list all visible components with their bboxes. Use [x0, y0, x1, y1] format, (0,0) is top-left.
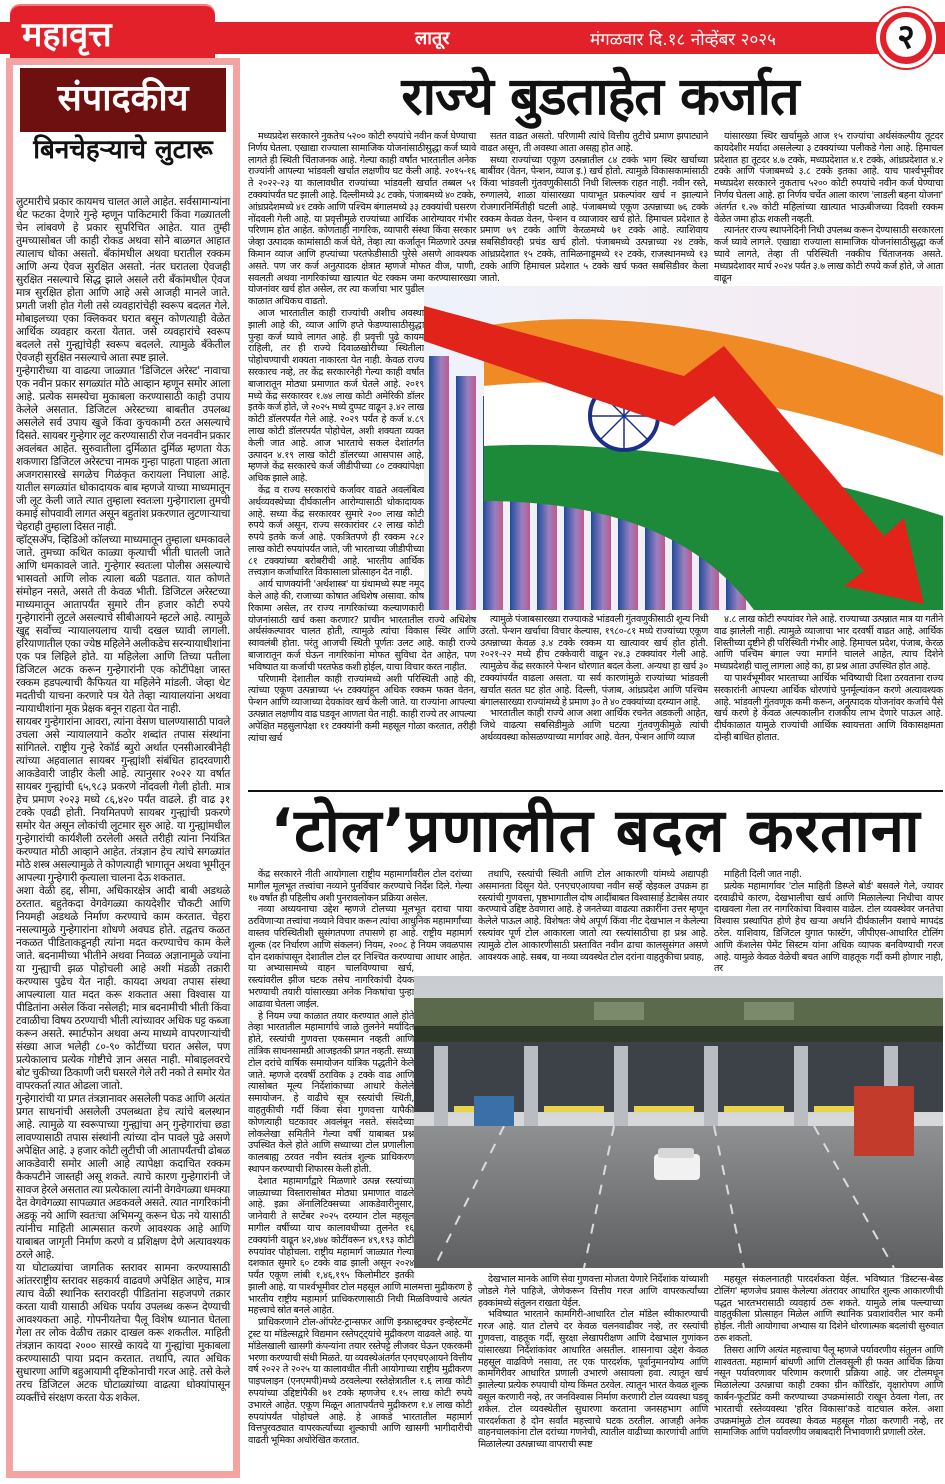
paragraph: भविष्यात भारताने कामगिरी-आधारित टोल मॉडेल स्वीकारण्याची गरज आहे. यात टोलचे दर केवळ चलनवाढीवर नव्हे, तर रस्त्यांची गुणवत्ता, वाहतूक गर्दी, सुरक्षा लेखापरीक्षण आणि देखभाल गुणांकन यांसारख्या निर्देशांकांवर आधारित असतील. शासनाचा उद्देश केवळ महसूल वाढविणे नसावा, तर एक पारदर्शक, पूर्वानुमानयोग्य आणि कामगिरीवर आधारित प्रणाली उभारणे असायला हवा. त्यातून खर्च झालेल्या प्रत्येक रुपयाची योग्य किंमत ठरवेल. त्यातून भारत केवळ शुल्क वसूल करणारी नव्हे, तर जनविश्वास निर्माण करणारी टोल व्यवस्था घडवू शकेल. टोल व्यवस्थेतील सुधारणा करताना जनसहभाग आणि पारदर्शकता हे दोन सर्वांत महत्त्वाचे घटक ठरतील. आजही अनेक वाहनचालकांना टोल दरांच्या गणनेची, त्यातील वाढीच्या कारणांची आणि मिळालेल्या उत्पन्नाच्या वापराची स्पष्ट [478, 1309, 708, 1451]
paragraph: केंद्र सरकारने नीती आयोगाला राष्ट्रीय महामार्गांवरील टोल दरांच्या मागील मूलभूत तत्त्वांचा नव्याने पुनर्विचार करण्याचे निर्देश दिले. गेल्या १७ वर्षांत ही पहिलीच अशी पुनरावलोकन प्रक्रिया असेल. [248, 869, 472, 904]
editorial-title: बिनचेहर्‍याचे लुटारू [33, 135, 213, 165]
paragraph: सायबर गुन्हेगारांना आवरा, त्यांना वेसण घालण्यासाठी पावले उचला असे न्यायालयाने कठोर शब्दांत तपास संस्थांना सांगितले. राष्ट्रीय गुन्हे रेकॉर्ड ब्युरो अर्थात एनसीआरबीनेही त्यांच्या अहवालात सायबर गुन्ह्यांशी संबंधित हादरवणारी आकडेवारी जाहीर केली आहे. त्यानुसार २०२२ या वर्षात सायबर गुन्ह्यांची ६५,९८३ प्रकरणे नोंदवली गेली होती. मात्र हेच प्रमाण २०२३ मध्ये ८६,४२० पर्यंत वाढले. ही वाढ ३१ टक्के एवढी होती. नियमितपणे सायबर गुन्ह्यांची प्रकरणे समोर येत असून लोकांची लुटमार सुरु आहे. या गुन्ह्यांमधील गुन्हेगारांची कार्यशैली ठरलेली असते तरीही त्यांना नियंत्रित करण्यात मोठी आव्हाने आहेत. तंत्रज्ञान हेच त्यांचे सगळ्यांत मोठे शस्त्र असल्यामुळे ते कोणत्याही भागातून अथवा भूमीतून आपल्या गुन्हेगारी कृत्याला चालना देऊ शकतात. [16, 716, 230, 884]
paragraph: गुन्हेगारीच्या या वाढत्या जाळ्यात 'डिजिटल अरेस्ट' नावाचा एक नवीन प्रकार सगळ्यांत मोठे आव्हान म्हणून समोर आला आहे. प्रत्येक समस्येचा मुकाबला करण्यासाठी काही उपाय केलेले असतात. डिजिटल अरेस्टच्या बाबतीत उपलब्ध असलेले सर्व उपाय खुजे किंवा कुचकामी ठरत असल्याचे दिसते. सायबर गुन्हेगार लूट करण्यासाठी रोज नवनवीन प्रकार अवलंबत आहेत. सुरुवातीला दुर्मिळात दुर्मिळ म्हणता येऊ शकणारा डिजिटल अरेस्टचा नामक गुन्हा पाहता पाहता आता अजगरासारखे सगळेच गिळंकृत करायला निघाला आहे. यातील सगळ्यांत धोकादायक बाब म्हणजे याच्या माध्यमातून जी लूट केली जाते त्यात तुम्हाला स्वतःला गुन्हेगाराला तुमची कमाई सोपवावी लागत असून बहुतांश प्रकरणात लुटणार्‍याचा चेहराही तुम्हाला दिसत नाही. [16, 365, 230, 533]
paragraph: महसूल संकलनातही पारदर्शकता येईल. भविष्यात 'डिस्टन्स-बेस्ड टोलिंग' म्हणजेच प्रवास केलेल्या अंतरावर आधारित शुल्क आकारणीची पद्धत भारतभरासाठी व्यवहार्य ठरू शकते. यामुळे लांब पल्ल्याच्या वाहतुकीला प्रोत्साहन मिळेल आणि स्थानिक प्रवाशांवरील भार कमी होईल. नीती आयोगाचा अभ्यास या दिशेने धोरणात्मक बदलांची सुरुवात ठरू शकतो. [714, 1274, 943, 1344]
paragraph: परिणामी देशातील काही राज्यांमध्ये अशी परिस्थिती आहे की, त्यांच्या एकूण उत्पन्नाच्या ५५ टक्क्यांहून अधिक रक्कम फक्त वेतन, पेन्शन आणि व्याजाच्या देयकांवर खर्च केली जाते. या राज्यांना आपल्या उत्पन्नात लक्षणीय वाढ घडवून आणता येत नाही. काही राज्ये तर आपल्या अपेक्षित महसुलापेक्षा ११ टक्क्यांनी कमी महसूल गोळा करतात, तरीही त्यांचा खर्च [248, 673, 476, 744]
paragraph: सतत वाढत असतो. परिणामी त्यांचे वित्तीय तुटीचे प्रमाण झपाट्याने वाढत असून, ती अवस्था आता असह्य होत आहे. [480, 131, 708, 154]
edition-city: लातूर [415, 28, 450, 49]
paragraph: माहिती दिली जात नाही. [724, 869, 802, 880]
paragraph: व्हॉट्सअ‍ॅप, व्हिडिओ कॉलच्या माध्यमातून तुम्हाला धमकावले जाते. तुमच्या कथित काळ्या कृत्याची भीती घातली जाते आणि धमकावले जाते. गुन्हेगार स्वतःला पोलीस असल्याचे भासवतो आणि लोक त्याला बळी पडतात. यात कोणते संमोहन नसते, असते ती केवळ भीती. डिजिटल अरेस्टच्या माध्यमातून आतापर्यंत सुमारे तीन हजार कोटी रुपये गुन्हेगारांनी लुटले असल्याचे सीबीआयने म्हटले आहे. त्यामुळे खुद्द सर्वोच्च न्यायालयलाच याची दखल घ्यावी लागली. हरियाणातील एका ज्येष्ठ महिलेने अलीकडेच सरन्यायाधीशांना एक पत्र लिहिले होते. या महिलेला आणि तिच्या पतीला डिजिटल अटक करून गुन्हेगारांनी एक कोटींपेक्षा जास्त रक्कम हडपल्याची कैफियत या महिलेने मांडली. जेव्हा थेट मदतीची याचना करणारे पत्र येते तेव्हा न्यायालयांना अथवा न्यायाधीशांना मूक प्रेक्षक बनून राहता येत नाही. [16, 534, 230, 715]
paragraph: या पार्श्वभूमीवर भारताच्या आर्थिक भविष्याची दिशा ठरवताना राज्य सरकारांनी आपल्या आर्थिक धोरणांचे पुनर्मूल्यांकन करणे अत्यावश्यक आहे. भांडवली गुंतवणूक कमी करून, अनुत्पादक योजनांवर कर्जाचे पैसे खर्च करणे हे केवळ अल्पकालीन राजकीय लाभ देणारे पाऊल आहे. दीर्घकाळात यामुळे राज्यांची आर्थिक स्वायत्तता आणि विकासक्षमता दोन्ही बाधित होतात. [714, 672, 943, 743]
page-number: २ [886, 17, 926, 57]
paragraph: त्यामुळे पंजाबसारख्या राज्याकडे भांडवली गुंतवणुकीसाठी शून्य निधी उरतो. पेन्शन खर्चाचा विचार केल्यास, १९८०-८१ मध्ये राज्यांच्या एकूण उत्पन्नाच्या केवळ ३.४ टक्के रक्कम या खात्यावर खर्च होत होती. २०२१-२२ मध्ये हीच टक्केवारी वाढून २४.३ टक्क्यांवर गेली आहे. त्यामुळेच केंद्र सरकारने पेन्शन धोरणात बदल केला. अन्यथा हा खर्च ३० टक्क्यांपर्यंत वाढला असता. या सर्व कारणांमुळे राज्यांच्या भांडवली खर्चात सतत घट होत आहे. दिल्ली, पंजाब, आंध्रप्रदेश आणि पश्चिम बंगालसारख्या राज्यांमध्ये हे प्रमाण ३० ते ४० टक्क्यांच्या दरम्यान आहे. [480, 614, 708, 708]
paragraph: यांसारख्या स्थिर खर्चामुळे आज १५ राज्यांचा अर्थसंकल्पीय तूटदर कायदेशीर मर्यादा असलेल्या ३ टक्क्यांच्या पलीकडे गेला आहे. हिमाचल प्रदेशात हा तूटदर ४.७ टक्के, मध्यप्रदेशात ४.१ टक्के, आंध्रप्रदेशात ४.२ टक्के आणि पंजाबमध्ये ३.८ टक्के इतका आहे. याच पार्श्वभूमीवर मध्यप्रदेश सरकारने नुकताच ५२०० कोटी रुपयांचे नवीन कर्ज घेण्याचा निर्णय घेतला आहे. हा निर्णय चर्चेत आला कारण 'लाडली बहना योजना' अंतर्गत १.२७ कोटी महिलांच्या खात्यात भाऊबीजच्या दिवशी रक्कम वेळेत जमा होऊ शकली नव्हती. [714, 131, 943, 225]
paragraph: आज भारतातील काही राज्यांची अशीच अवस्था झाली आहे की, व्याज आणि हप्ते फेडण्यासाठीसुद्धा पुन्हा कर्ज घ्यावे लागत आहे. ही प्रवृत्ती पुढे कायम राहिली, तर ही राज्ये दिवाळखोरीच्या स्थितीला पोहोचण्याची शक्यता नाकारता येत नाही. केवळ राज्य सरकारच नव्हे, तर केंद्र सरकारनेही गेल्या काही वर्षांत बाजारातून मोठ्या प्रमाणात कर्ज घेतले आहे. २०१९ मध्ये केंद्र सरकारवर १.७४ लाख कोटी अमेरिकी डॉलर इतके कर्ज होते, जे २०२५ मध्ये दुप्पट वाढून ३.४२ लाख कोटी डॉलरपर्यंत गेले आहे. २०२९ पर्यंत हे कर्ज ४.८९ लाख कोटी डॉलरपर्यंत पोहोचेल, अशी शक्यता व्यक्त केली जात आहे. आज भारताचे सकल देशांतर्गत उत्पादन ४.१९ लाख कोटी डॉलरच्या आसपास आहे, म्हणजे केंद्र सरकारचे कर्ज जीडीपीच्या ८० टक्क्यांपेक्षा अधिक झाले आहे. [248, 307, 424, 485]
editorial-section-label: संपादकीय [20, 68, 226, 132]
paragraph: अशा वेळी हद्द, सीमा, अधिकारक्षेत्र आदी बाबी अडथळे ठरतात. बहुतेकदा वेगवेगळ्या कायदेशीर चौकटी आणि नियमही अडथळे निर्माण करण्याचे काम करतात. चेहरा नसल्यामुळे गुन्हेगारांना शोधणे अवघड होते. तद्वतच कळत नकळत पीडिताकडूनही त्यांना मदत करण्याचेच काम केले जाते. बदनामीच्या भीतीने अथवा निव्वळ अज्ञानामुळे ज्यांना या गुन्ह्याची झळ पोहोचली आहे अशी मंडळी तक्रारी करण्यास पुढेच येत नाही. कायदा अथवा तपास संस्था आपल्याला यात मदत करू शकतात असा विश्वास या पीडितांना असेल किंवा नसेलही; मात्र बदनामीची भीती किंवा टवाळीचा विषय ठरण्याची भीती त्यांच्यावर अधिक घट्ट कब्जा करून असते. स्मार्टफोन अथवा अन्य माध्यमे वापरणार्‍यांची संख्या आज भलेही ८०-९० कोटींच्या घरात असेल, पण प्रत्येकालाच प्रत्येक गोष्टीचे ज्ञान असत नाही. मोबाइलवरचे बोट चुकीच्या ठिकाणी जरी घसरले गेले तरी नको ते समोर येत वापरकर्ता त्यात ओढला जातो. [16, 885, 230, 1092]
paragraph: तिसरा आणि अत्यंत महत्त्वाचा पैलू म्हणजे पर्यावरणीय संतुलन आणि शाश्वतता. महामार्ग बांधणी आणि टोलवसुली ही फक्त आर्थिक क्रिया नसून पर्यावरणावर परिणाम करणारी प्रक्रिया आहे. जर टोलमधून मिळालेल्या उत्पन्नाचा काही टक्का ग्रीन कॉरिडॉर, वृक्षारोपण आणि कार्बन-फूटप्रिंट कमी करण्याच्या उपक्रमांसाठी राखून ठेवला गेला, तर भारताची रस्तेव्यवस्था 'हरित विकासा'कडे वाटचाल करेल. अशा उपक्रमांमुळे टोल व्यवस्था केवळ महसूल गोळा करणारी नव्हे, तर सामाजिक आणि पर्यावरणीय जबाबदारी निभावणारी प्रणाली ठरेल. [714, 1344, 943, 1439]
article-column [478, 869, 708, 963]
paragraph: प्राधिकरणाने टोल-ऑपरेट-ट्रान्सफर आणि इन्फ्रास्ट्रक्चर इन्व्हेस्टमेंट ट्रस्ट या मॉडेल्सद्वारे विद्यमान रस्तेपट्ट्यांचे मुद्रीकरण वाढवले आहे. या मॉडेलखाली खासगी कंपन्यांना तयार रस्तेपट्टे लीजवर घेऊन एकरकमी भरणा करण्याची संधी मिळते. या व्यवस्थेअंतर्गत एनएचएआयने वित्तीय वर्ष २०२२ ते २०२५ या कालावधीत नीती आयोगाच्या राष्ट्रीय मुद्रीकरण पाइपलाइन (एनएमपी)मध्ये ठरवलेल्या रस्तेक्षेत्रातील १.६ लाख कोटी रुपयांच्या उद्दिष्टांपैकी ७१ टक्के म्हणजेच १.१५ लाख कोटी रुपये उभारले आहेत. एकूण मिळून आतापर्यंतचे मुद्रीकरण १.४ लाख कोटी रुपयांपर्यंत पोहोचले आहे. हे आकडे भारतातील महामार्ग वित्तपुरवठ्यात वापरकर्त्यांच्या शुल्काची आणि खासगी भागीदारीची वाढती भूमिका अधोरेखित करतात. [248, 1317, 472, 1447]
paragraph: देखभाल मानके आणि सेवा गुणवत्ता मोजता येणारे निर्देशांक यांच्याशी जोडले गेले पाहिजे, जेणेकरून वित्तीय गरज आणि वापरकर्त्यांच्या हक्कांमध्ये संतुलन राखता येईल. [478, 1274, 708, 1309]
toll-plaza-photo [414, 976, 943, 1268]
article-column [714, 131, 943, 284]
article-column [714, 1274, 943, 1439]
article-column [714, 614, 943, 744]
paragraph: हे नियम ज्या काळात तयार करण्यात आले होते तेव्हा भारतातील महामार्गांचे जाळे तुलनेने मर्यादित होते, रस्त्यांची गुणवत्ता एकसमान नव्हती आणि तांत्रिक साधनसामग्री आजइतकी प्रगत नव्हती. सध्या टोल दरांचे वार्षिक समायोजन यांत्रिक पद्धतीने केले जाते. म्हणजे दरवर्षी ठराविक ३ टक्के वाढ आणि त्यासोबत मूल्य निर्देशांकाच्या आधारे केलेले समायोजन. हे वाढीचे सूत्र रस्त्यांची स्थिती, वाहतुकीची गर्दी किंवा सेवा गुणवत्ता यापैकी कोणत्याही घटकावर अवलंबून नसते. संसदेच्या लोकलेखा समितीने गेल्या वर्षी याबाबत प्रश्न उपस्थित केले होते आणि सध्याच्या टोल प्रणालीला कालबाह्य ठरवत नवीन स्वतंत्र शुल्क प्राधिकरण स्थापन करण्याची शिफारस केली होती. [248, 1010, 414, 1175]
section-divider [248, 790, 943, 792]
debt-illustration-image [424, 286, 943, 610]
paragraph: त्यानंतर राज्य स्थापनेदिनी निधी उपलब्ध करून देण्यासाठी सरकारला कर्ज घ्यावे लागले. एखाद्या राज्याला सामाजिक योजनांसाठीसुद्धा कर्ज घ्यावे लागते, तेव्हा ती परिस्थिती नक्कीच चिंताजनक असते. मध्यप्रदेशावर मार्च २०२४ पर्यंत ३.७ लाख कोटी रुपये कर्ज होते, जे आता वाढून [714, 225, 943, 284]
masthead-bar [0, 22, 945, 54]
article-column [480, 131, 708, 284]
paragraph: गुन्हेगारांची या प्रगत तंत्रज्ञानावर असलेली पकड आणि अत्यंत प्रगत साधनांची असलेली उपलब्धता हेच त्यांचे बलस्थान आहे. त्यामुळे या स्वरूपाच्या गुन्ह्यांचा अन् गुन्हेगारांचा छडा लावण्यासाठी तपास संस्थांनी त्यांच्या दोन पावले पुढे असणे अपेक्षित आहे. ३ हजार कोटी लुटीची जी आतापर्यंतची ढोबळ आकडेवारी समोर आली आहे त्यापेक्षा कदाचित रक्कम कैकपटीने जास्तही असू शकते. त्याचे कारण गुन्हेगारांनी जे सावज हेरले असतात त्या प्रत्येकाला त्यांनी वेगवेगळ्या धमक्या देत वेगवेगळ्या सापळ्यात अडकवले असते. त्यात नागरिकांनी अडकू नये आणि स्वतःचा अभिमन्यू करून घेऊ नये यासाठी त्यांनीच माहिती आत्मसात करणे आवश्यक आहे आणि याबाबत जागृती निर्माण करणे व प्रशिक्षण देणे अत्यावश्यक ठरले आहे. [16, 1093, 230, 1261]
paragraph: प्रत्येक महामार्गावर 'टोल माहिती डिस्प्ले बोर्ड' बसवले गेले, ज्यावर दरवाढीचे कारण, देखभालीचा खर्च आणि मिळालेल्या निधीचा वापर दाखवला गेला तर नागरिकांचा विश्वास वाढेल. टोल व्यवस्थेवर जनतेचा विश्वास प्रस्थापित होणे हेच खर्‍या अर्थाने दीर्घकालीन यशाचे मापदंड ठरेल. याशिवाय, डिजिटल युगात फास्टॅग, जीपीएस-आधारित टोलिंग आणि कॅशलेस पेमेंट सिस्टम यांना अधिक व्यापक बनविण्याची गरज आहे. यामुळे केवळ वेळेची बचत आणि वाहतूक गर्दी कमी होणार नाही, तर [714, 880, 943, 975]
truck [854, 1086, 914, 1156]
paragraph: केंद्र व राज्य सरकारांचे कर्जावर वाढते अवलंबित्व अर्थव्यवस्थेच्या दीर्घकालीन आरोग्यासाठी धोकादायक आहे. सध्या केंद्र सरकारवर सुमारे २०० लाख कोटी रुपये कर्ज असून, राज्य सरकारांवर ८२ लाख कोटी रुपये इतके कर्ज आहे. एकत्रितपणे ही रक्कम २८२ लाख कोटी रुपयांपर्यंत जाते, जी भारताच्या जीडीपीच्या ८१ टक्क्यांच्या बरोबरीची आहे. भारतीय आर्थिक तत्त्वज्ञान कर्जाधारित विकासाला प्रोत्साहन देत नाही. [248, 484, 424, 579]
paragraph: मध्यप्रदेश सरकारने नुकतेच ५२०० कोटी रुपयांचे नवीन कर्ज घेण्याचा निर्णय घेतला. एखाद्या राज्याला सामाजिक योजनांसाठीसुद्धा कर्ज घ्यावे लागते ही स्थिती चिंताजनक आहे. गेल्या काही वर्षांत भारतातील अनेक राज्यांनी आपल्या भांडवली खर्चात लक्षणीय घट केली आहे. २०१५-१६ ते २०२२-२३ या कालावधीत राज्यांच्या भांडवली खर्चात तब्बल ५१ टक्क्यांपर्यंत घट झाली आहे. दिल्लीमध्ये ३८ टक्के, पंजाबमध्ये ४० टक्के, आंध्रप्रदेशमध्ये ४१ टक्के आणि पश्चिम बंगालमध्ये ३३ टक्क्यांची घसरण नोंदवली गेली आहे. या प्रवृत्तीमुळे राज्यांच्या आर्थिक आरोग्यावर गंभीर परिणाम होत आहेत. कोणताही नागरिक, व्यापारी संस्था किंवा सरकार जेव्हा उत्पादक कामांसाठी कर्ज घेते, तेव्हा त्या कर्जातून मिळणारे उत्पन्न किमान व्याज आणि हप्त्यांच्या परतफेडीसाठी पुरेसे असणे आवश्यक असते. पण जर कर्ज अनुत्पादक क्षेत्रात म्हणजे मोफत वीज, पाणी, सवलती अथवा नागरिकांच्या खात्यात थेट रक्कम जमा करण्यासारख्या योजनांवर खर्च होत असेल, तर त्या कर्जाचा भार पुढील काळात अधिकच वाढतो. [248, 131, 476, 308]
paragraph: या घोटाळ्यांचा जागतिक स्तरावर सामना करण्यासाठी आंतरराष्ट्रीय स्तरावर सहकार्य वाढवणे अपेक्षित आहेच, मात्र त्याच वेळी स्थानिक स्तरावरही पीडितांना सहजपणे तक्रार करता यावी यासाठी अधिक पर्याय उपलब्ध करून देण्याची आवश्यकता आहे. गोपनीयतेचा पैलू विशेष ध्यानात घेतला गेला तर लोक वेळीच तक्रार दाखल करू शकतील. माहिती तंत्रज्ञान कायदा २००० सारखे कायदे या गुन्ह्यांचा मुकाबला करण्यासाठी पाया प्रदान करतात. तथापि, त्यात अधिक सुधारणा आणि बहुआयामी दृष्टिकोनाची गरज आहे. तसे केले तरच डिजिटल अटक घोटाळ्यांच्या वाढत्या धोक्यांपासून व्यक्तींचे संरक्षण करता येऊ शकेल. [16, 1262, 230, 1404]
editorial-body [16, 196, 230, 1405]
paragraph: लुटमारीचे प्रकार कायमच चालत आले आहेत. सर्वसामान्यांना थेट फटका देणारे गुन्हे म्हणून पाकिटमारी किंवा गळ्यातली चेन लांबवणे हे प्रकार सुपरिचित आहेत. यात तुम्ही तुमच्यासोबत जी काही रोकड अथवा सोने बाळगत आहात त्यालाच धोका असतो. बँकांमधील अथवा घरातील रक्कम आणि अन्य ऐवज सुरक्षित असतो. नंतर घरातला ऐवजही सुरक्षित नसल्याचे सिद्ध झाले असले तरी बँकांमधील ऐवज मात्र सुरक्षित होता आणि आहे असे आजही मानले जाते. प्रगती जशी होत गेली तसे व्यवहारांचेही स्वरूप बदलत गेले. मोबाइलच्या एका क्लिकवर घरात बसून कोणत्याही वेळेत आर्थिक व्यवहार करता येतात. जसे व्यवहारांचे स्वरूप बदलले तसे गुन्ह्यांचेही स्वरूप बदलले. त्यामुळे बँकेतील ऐवजही सुरक्षित नसल्याचे आता स्पष्ट झाले. [16, 196, 230, 364]
issue-date: मंगळवार दि.१८ नोव्हेंबर २०२५ [590, 30, 776, 50]
article-headline: राज्ये बुडताहेत कर्जात [401, 67, 799, 127]
paragraph: सध्या राज्यांच्या एकूण उत्पन्नातील ८४ टक्के भाग स्थिर खर्चाच्या बाबींवर (वेतन, पेन्शन, व्याज इ.) खर्च होतो. त्यामुळे विकासकामांसाठी किंवा भांडवली गुंतवणुकीसाठी निधी शिल्लक राहत नाही. नवीन रस्ते, रुग्णालये, शाळा यांसारख्या पायाभूत प्रकल्पांवर खर्च न झाल्याने रोजगारनिर्मितीही घटली आहे. पंजाबमध्ये एकूण उत्पन्नाच्या ७६ टक्के रक्कम केवळ वेतन, पेन्शन व व्याजावर खर्च होते. हिमाचल प्रदेशात हे प्रमाण ७९ टक्के आणि केरळमध्ये ७१ टक्के आहे. त्याशिवाय सबसिडीवरही प्रचंड खर्च होतो. पंजाबमध्ये उत्पन्नाच्या २४ टक्के, आंध्रप्रदेशात १५ टक्के, तामिळनाडूमध्ये १२ टक्के, राजस्थानमध्ये १३ टक्के आणि हिमाचल प्रदेशात ५ टक्के खर्च फक्त सबसिडीवर केला जातो. [480, 154, 708, 284]
article-column [480, 614, 708, 744]
paragraph: भारतातील काही राज्ये आज अशा आर्थिक रचनेत अडकली आहेत, जिथे वाढत्या सबसिडीमुळे आणि घटत्या गुंतवणुकीमुळे त्यांची अर्थव्यवस्था कोसळण्याच्या मार्गावर आहे. वेतन, पेन्शन आणि व्याज [480, 708, 708, 743]
newspaper-logo: महावृत्त [22, 15, 112, 55]
paragraph: ४.८ लाख कोटी रुपयांवर गेले आहे. राज्याच्या उत्पन्नात मात्र या गतीने वाढ झालेली नाही. त्यामुळे व्याजाचा भार दरवर्षी वाढत आहे. आर्थिक शिस्तीच्या दृष्टीने ही परिस्थिती गंभीर आहे. हिमाचल प्रदेश, पंजाब, केरळ आणि पश्चिम बंगाल ज्या मार्गाने चालले आहेत, त्याच दिशेने मध्यप्रदेशही चालू लागला आहे का, हा प्रश्न आता उपस्थित होत आहे. [714, 614, 943, 673]
paragraph: आर्य चाणक्यांनी 'अर्थशास्त्र' या ग्रंथामध्ये स्पष्ट नमूद केले आहे की, राजाच्या कोषात अधिशेष असावा. कोष रिकामा असेल, तर राज्य नागरिकांच्या कल्याणकारी योजनांसाठी खर्च कसा करणार? प्राचीन भारतातील राज्ये अधिशेष अर्थसंकल्पावर चालत होती, त्यामुळे त्यांचा विकास स्थिर आणि स्वावलंबी होता. परंतु आजची स्थिती पूर्णतः उलट आहे. काही राज्ये बाजारातून कर्ज घेऊन नागरिकांना मोफत सुविधा देत आहेत, पण भविष्यात या कर्जाची परतफेड कशी होईल, याचा विचार करत नाहीत. [248, 579, 476, 673]
paragraph: तथापि, रस्त्यांची स्थिती आणि टोल आकारणी यांमध्ये अद्यापही असमानता दिसून येते. एनएचएआयचा नवीन सर्व्हे व्हेइकल उपक्रम हा रस्त्यांची गुणवत्ता, पृष्ठभागातील दोष आदींबाबत विश्वासार्ह डेटाबेस तयार करण्याचे उद्दिष्ट ठेवणारा आहे. हे जनतेच्या वाढत्या तक्रारींना उत्तर म्हणून केलेले पाऊल आहे. विशेषतः जेथे अपूर्ण किंवा नीट देखभाल न केलेल्या रस्त्यांवर पूर्ण टोल आकारला जातो त्या रस्त्यांसाठीचा हा प्रश्न आहे. त्यामुळे टोल आकारणीसाठी प्रस्तावित नवीन ढाचा कालसुसंगत असणे आवश्यक आहे. सबब, या नव्या व्यवस्थेत टोल दरांना वाहतुकीचा प्रवाह, [478, 869, 708, 963]
paragraph: नव्या अध्ययनाचा उद्देश म्हणजे टोलच्या मूलभूत दराचा पाया ठरविणार्‍या तत्त्वांचा नव्याने विचार करून त्यांचा आधुनिक महामार्गांच्या वास्तव परिस्थितीशी सुसंगतपणा तपासणे हा आहे. राष्ट्रीय महामार्ग शुल्क (दर निर्धारण आणि संकलन) नियम, २००८ हे नियम जवळपास दोन दशकांपासून देशातील टोल दर निश्चित करण्याचा आधार आहेत. या अभ्यासामध्ये वाहन चालविण्याचा खर्च, रस्त्यांवरील झीज घटक तसेच नागरिकांची देयक भरण्याची तयारी यांसारख्या अनेक निकषांचा पुन्हा आढावा घेतला जाईल. [248, 904, 472, 1010]
article-column [714, 869, 943, 975]
article-column [478, 1274, 708, 1451]
page-number-badge [876, 8, 936, 68]
article-headline: ‘टोल’प्रणालीत बदल करताना [270, 796, 921, 866]
paragraph: देशात महामार्गांद्वारे मिळणारे उत्पन्न रस्त्यांच्या जाळ्याच्या विस्तारासोबत मोठ्या प्रमाणात वाढले आहे. इक्रा ॲनालिटिक्सच्या आकडेवारीनुसार, जानेवारी ते सप्टेंबर २०२५ दरम्यान टोल महसूल मागील वर्षीच्या याच कालावधीच्या तुलनेत १६ टक्क्यांनी वाढून ४२,४७४ कोटींवरून ४९,१९३ कोटी रुपयांवर पोहोचला. राष्ट्रीय महामार्ग जाळ्यात गेल्या दशकात सुमारे ६० टक्के वाढ झाली असून २०२४ पर्यंत एकूण लांबी १,४६,१९५ किलोमीटर इतकी झाली आहे. या पार्श्वभूमीवर टोल महसूल आणि मालमत्ता मुद्रीकरण हे भारतीय राष्ट्रीय महामार्ग प्राधिकरणासाठी निधी मिळविण्याचे अत्यंत महत्त्वाचे स्रोत बनले आहेत. [248, 1175, 472, 1317]
